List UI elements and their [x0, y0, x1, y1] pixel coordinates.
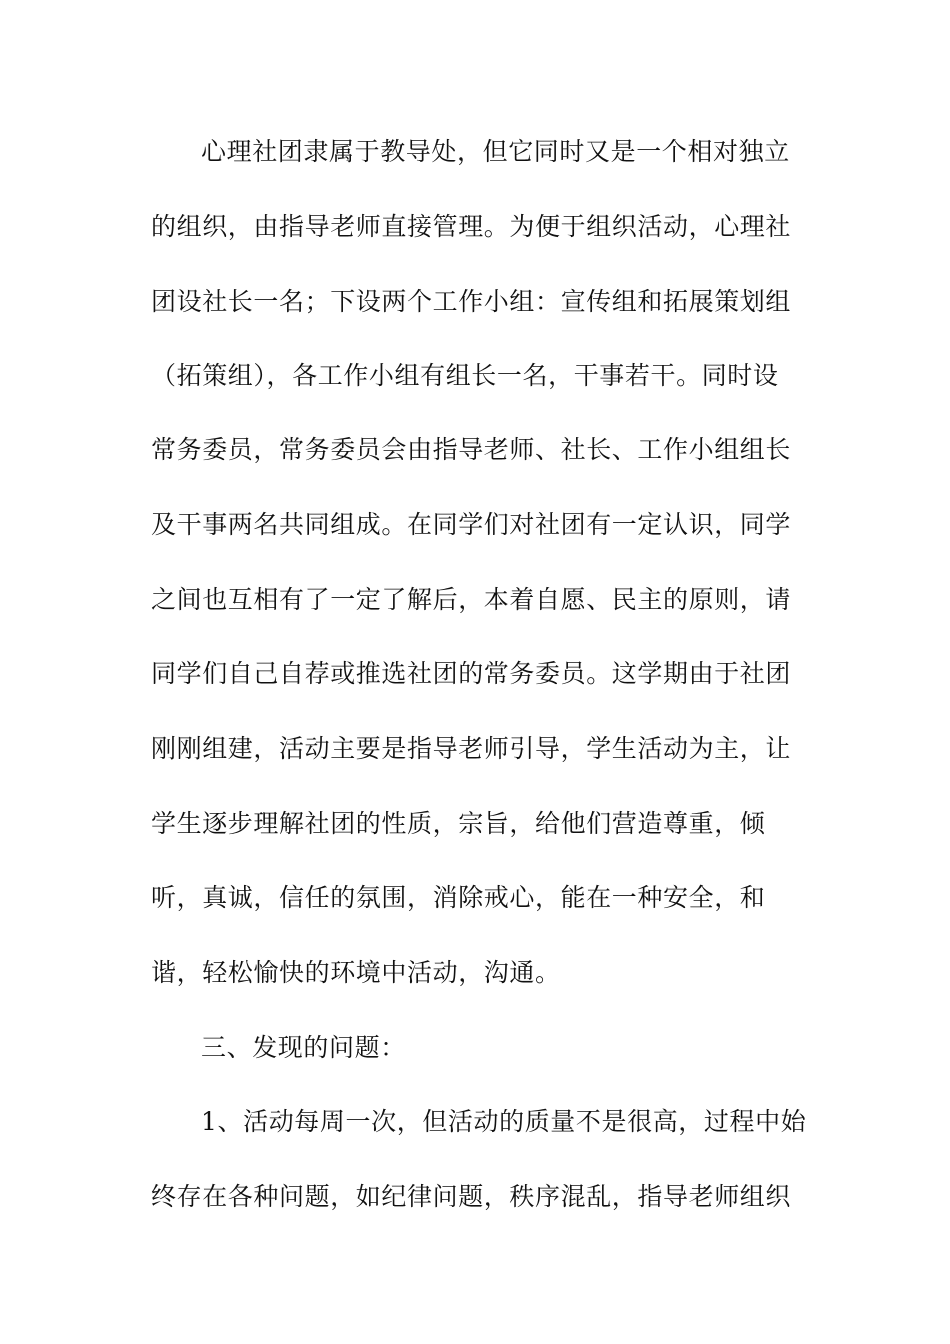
paragraph-line: 常务委员，常务委员会由指导老师、社长、工作小组组长: [151, 435, 792, 464]
paragraph-line: 刚刚组建，活动主要是指导老师引导，学生活动为主，让: [151, 734, 792, 763]
paragraph-line: 心理社团隶属于教导处，但它同时又是一个相对独立: [201, 137, 790, 166]
paragraph-line: 之间也互相有了一定了解后，本着自愿、民主的原则，请: [151, 585, 792, 614]
paragraph-line: 听，真诚，信任的氛围，消除戒心，能在一种安全，和: [151, 883, 766, 912]
paragraph-line: 谐，轻松愉快的环境中活动，沟通。: [151, 958, 561, 987]
paragraph-line: 及干事两名共同组成。在同学们对社团有一定认识，同学: [151, 510, 792, 539]
paragraph-line: （拓策组），各工作小组有组长一名，干事若干。同时设: [151, 361, 779, 390]
list-item-line: 1、活动每周一次，但活动的质量不是很高，过程中始: [201, 1107, 807, 1136]
paragraph-line: 学生逐步理解社团的性质，宗旨，给他们营造尊重，倾: [151, 809, 766, 838]
section-heading: 三、发现的问题：: [201, 1033, 406, 1062]
paragraph-line: 的组织，由指导老师直接管理。为便于组织活动，心理社: [151, 212, 792, 241]
list-item-line: 终存在各种问题，如纪律问题，秩序混乱，指导老师组织: [151, 1182, 792, 1211]
paragraph-line: 同学们自己自荐或推选社团的常务委员。这学期由于社团: [151, 659, 792, 688]
paragraph-line: 团设社长一名；下设两个工作小组：宣传组和拓展策划组: [151, 287, 792, 316]
